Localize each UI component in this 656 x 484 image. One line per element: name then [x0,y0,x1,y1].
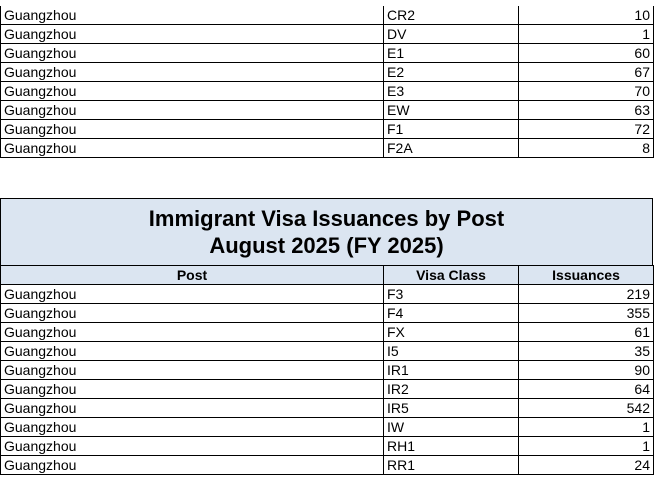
visa-class-cell: FX [384,323,519,342]
post-cell: Guangzhou [1,399,384,418]
table-row [1,304,654,323]
post-cell: Guangzhou [1,25,384,44]
visa-class-cell: IW [384,418,519,437]
issuances-cell: 90 [519,361,654,380]
issuances-cell: 63 [519,101,654,120]
visa-class-cell: E1 [384,44,519,63]
issuances-cell: 542 [519,399,654,418]
table-row [1,323,654,342]
post-header: Post [1,266,384,285]
top-issuance-table [0,6,654,158]
table-row [1,63,654,82]
visa-class-cell: I5 [384,342,519,361]
section-title: Immigrant Visa Issuances by Post [148,206,505,231]
issuance-section [0,198,653,475]
visa-class-cell: DV [384,25,519,44]
issuance-table [0,265,654,475]
post-cell: Guangzhou [1,323,384,342]
post-cell: Guangzhou [1,44,384,63]
visa-class-cell: CR2 [384,6,519,25]
table-row [1,25,654,44]
issuances-cell: 64 [519,380,654,399]
post-cell: Guangzhou [1,342,384,361]
issuances-cell: 219 [519,285,654,304]
table-row [1,380,654,399]
post-cell: Guangzhou [1,6,384,25]
issuances-cell: 61 [519,323,654,342]
visa-class-cell: F3 [384,285,519,304]
issuances-header: Issuances [519,266,654,285]
visa-class-cell: E2 [384,63,519,82]
section-subtitle: August 2025 (FY 2025) [209,233,444,258]
issuances-cell: 10 [519,6,654,25]
post-cell: Guangzhou [1,285,384,304]
post-cell: Guangzhou [1,63,384,82]
issuances-cell: 24 [519,456,654,475]
header-row [1,266,654,285]
visa-class-cell: F2A [384,139,519,158]
issuances-cell: 35 [519,342,654,361]
table-row [1,437,654,456]
issuances-cell: 355 [519,304,654,323]
issuances-cell: 70 [519,82,654,101]
table-row [1,361,654,380]
visa-class-cell: IR2 [384,380,519,399]
visa-class-header: Visa Class [384,266,519,285]
post-cell: Guangzhou [1,380,384,399]
visa-class-cell: RH1 [384,437,519,456]
issuances-cell: 67 [519,63,654,82]
post-cell: Guangzhou [1,82,384,101]
issuances-cell: 1 [519,418,654,437]
table-row [1,285,654,304]
visa-class-cell: F1 [384,120,519,139]
visa-class-cell: IR1 [384,361,519,380]
post-cell: Guangzhou [1,361,384,380]
visa-class-cell: E3 [384,82,519,101]
post-cell: Guangzhou [1,139,384,158]
post-cell: Guangzhou [1,120,384,139]
table-row [1,6,654,25]
table-row [1,418,654,437]
table-row [1,82,654,101]
table-row [1,120,654,139]
issuances-cell: 1 [519,25,654,44]
table-row [1,342,654,361]
post-cell: Guangzhou [1,418,384,437]
table-row [1,101,654,120]
post-cell: Guangzhou [1,101,384,120]
post-cell: Guangzhou [1,456,384,475]
post-cell: Guangzhou [1,437,384,456]
table-row [1,44,654,63]
issuances-cell: 72 [519,120,654,139]
visa-class-cell: EW [384,101,519,120]
table-row [1,456,654,475]
visa-class-cell: RR1 [384,456,519,475]
issuances-cell: 8 [519,139,654,158]
visa-class-cell: IR5 [384,399,519,418]
table-row [1,139,654,158]
post-cell: Guangzhou [1,304,384,323]
issuances-cell: 60 [519,44,654,63]
section-title-box [0,198,653,265]
table-row [1,399,654,418]
visa-class-cell: F4 [384,304,519,323]
issuances-cell: 1 [519,437,654,456]
